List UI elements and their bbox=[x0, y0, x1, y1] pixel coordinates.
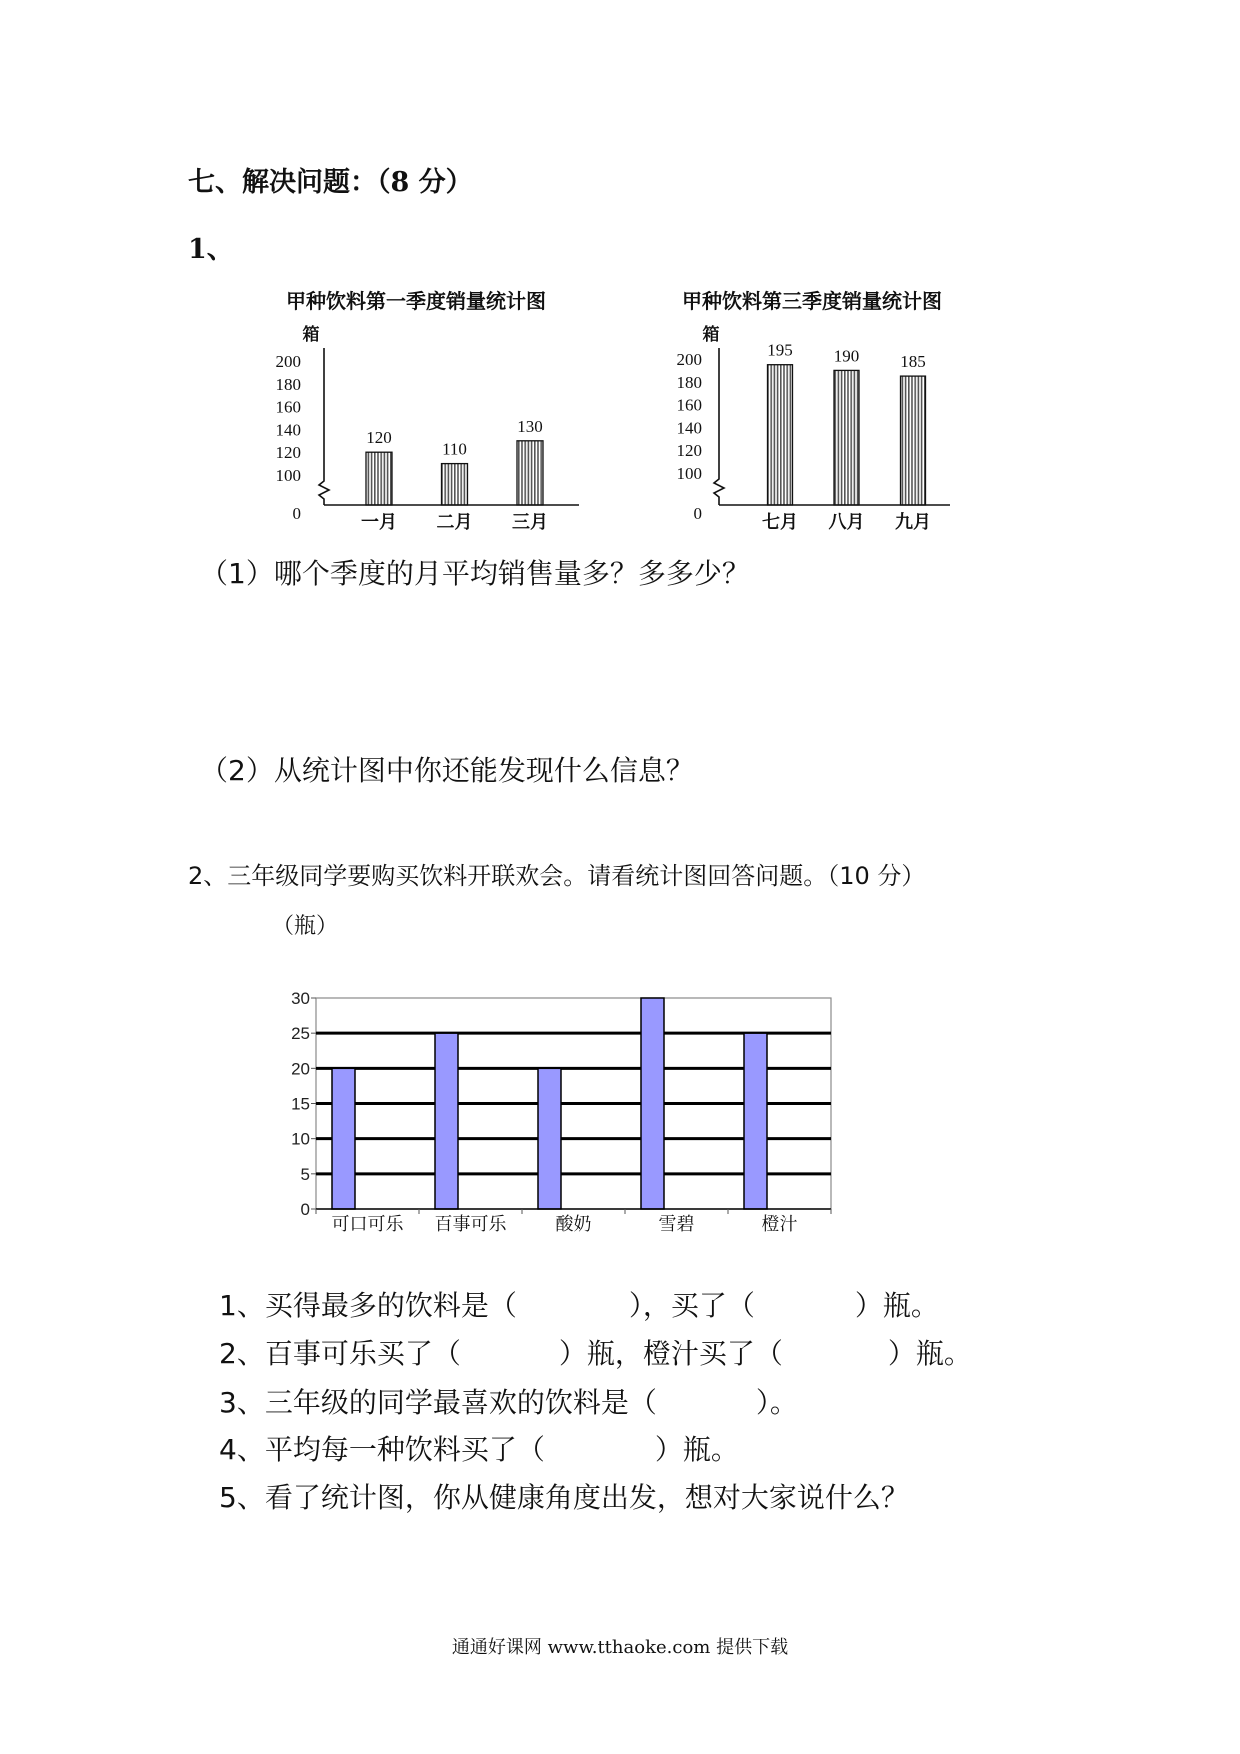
question-text: ）瓶。 bbox=[654, 1433, 739, 1466]
x-category-label: 一月 bbox=[361, 512, 397, 533]
y-tick-label: 100 bbox=[676, 464, 702, 483]
y-tick-label: 100 bbox=[275, 466, 301, 485]
y-tick-label: 120 bbox=[275, 443, 301, 463]
question-text: ），买了（ bbox=[628, 1289, 755, 1322]
y-axis-with-break bbox=[319, 348, 329, 505]
y-tick-label: 0 bbox=[292, 504, 301, 523]
plot-area bbox=[291, 989, 831, 1235]
drinks-chart-unit-label: （瓶） bbox=[272, 914, 339, 939]
answer-blank bbox=[545, 1437, 655, 1465]
section-heading: 七、解决问题：（8 分） bbox=[188, 167, 473, 198]
x-category-label: 三月 bbox=[512, 512, 548, 533]
question-1 bbox=[219, 1289, 939, 1323]
answer-blank bbox=[657, 1390, 756, 1418]
bar-value-label: 110 bbox=[442, 439, 467, 459]
question-2 bbox=[219, 1337, 972, 1371]
question-text: 4、平均每一种饮料买了（ bbox=[219, 1433, 545, 1466]
question-4 bbox=[219, 1433, 739, 1467]
y-tick-label: 180 bbox=[676, 372, 702, 392]
bar bbox=[538, 1068, 561, 1209]
y-tick-label: 5 bbox=[300, 1164, 310, 1184]
y-tick-label: 140 bbox=[676, 418, 702, 438]
question-text: 3、三年级的同学最喜欢的饮料是（ bbox=[219, 1386, 657, 1419]
sub-question-2: （2）从统计图中你还能发现什么信息？ bbox=[200, 754, 694, 787]
question-text: 1、买得最多的饮料是（ bbox=[219, 1289, 517, 1322]
y-tick-label: 15 bbox=[291, 1094, 310, 1114]
chart-title: 甲种饮料第三季度销量统计图 bbox=[682, 289, 942, 313]
question-text: 2、百事可乐买了（ bbox=[219, 1337, 461, 1370]
y-axis-unit-label: 箱 bbox=[702, 325, 720, 345]
bar bbox=[366, 452, 392, 505]
y-tick-label: 160 bbox=[275, 397, 301, 417]
question-text: ）瓶。 bbox=[887, 1337, 972, 1370]
bar-value-label: 195 bbox=[767, 340, 793, 360]
x-category-label: 九月 bbox=[895, 512, 931, 533]
problem-1-number: 1、 bbox=[188, 234, 234, 265]
first-quarter-sales-chart bbox=[230, 285, 590, 545]
answer-blank bbox=[783, 1341, 888, 1369]
question-text: ）。 bbox=[755, 1386, 798, 1419]
question-5 bbox=[219, 1481, 909, 1515]
bar-value-label: 185 bbox=[900, 352, 926, 372]
y-axis-unit-label: 箱 bbox=[302, 325, 320, 345]
answer-blank bbox=[517, 1293, 629, 1321]
y-tick-label: 0 bbox=[300, 1200, 310, 1219]
bar bbox=[901, 376, 926, 505]
bar bbox=[641, 998, 664, 1209]
bar bbox=[834, 370, 859, 505]
third-quarter-sales-chart bbox=[620, 285, 980, 545]
x-category-label: 百事可乐 bbox=[434, 1214, 507, 1235]
x-category-label: 酸奶 bbox=[555, 1214, 592, 1235]
x-category-label: 雪碧 bbox=[658, 1214, 695, 1235]
y-tick-label: 200 bbox=[275, 352, 301, 371]
bar-value-label: 130 bbox=[517, 416, 543, 436]
y-tick-label: 140 bbox=[275, 420, 301, 440]
bar bbox=[435, 1033, 458, 1209]
question-text: ）瓶。 bbox=[854, 1289, 939, 1322]
y-tick-label: 200 bbox=[676, 350, 702, 369]
bar bbox=[517, 441, 543, 505]
question-text: 5、看了统计图，你从健康角度出发，想对大家说什么？ bbox=[219, 1481, 909, 1514]
bar-value-label: 190 bbox=[833, 346, 860, 366]
y-tick-label: 25 bbox=[291, 1024, 310, 1044]
answer-blank bbox=[461, 1341, 559, 1369]
bar-value-label: 120 bbox=[366, 428, 392, 448]
bar bbox=[768, 365, 793, 505]
y-axis-with-break bbox=[714, 348, 724, 505]
problem-2-intro: 2、三年级同学要购买饮料开联欢会。请看统计图回答问题。（10 分） bbox=[188, 862, 926, 890]
x-category-label: 橙汁 bbox=[761, 1214, 798, 1235]
bar bbox=[332, 1068, 355, 1209]
drinks-purchase-chart bbox=[270, 985, 850, 1240]
bar bbox=[442, 464, 468, 505]
question-3 bbox=[219, 1386, 798, 1420]
plot-area bbox=[677, 341, 951, 533]
y-tick-label: 160 bbox=[676, 395, 702, 415]
y-tick-label: 10 bbox=[291, 1129, 310, 1149]
y-tick-label: 120 bbox=[676, 441, 702, 461]
chart-title: 甲种饮料第一季度销量统计图 bbox=[286, 289, 546, 313]
y-tick-label: 30 bbox=[291, 989, 310, 1008]
plot-area bbox=[276, 348, 580, 533]
x-category-label: 七月 bbox=[762, 512, 798, 533]
y-tick-label: 180 bbox=[275, 374, 301, 394]
bar bbox=[744, 1033, 767, 1209]
sub-question-1: （1）哪个季度的月平均销售量多？多多少？ bbox=[200, 557, 750, 590]
answer-blank bbox=[755, 1293, 855, 1321]
x-category-label: 八月 bbox=[828, 512, 865, 533]
x-category-label: 二月 bbox=[436, 512, 473, 533]
footer-credit: 通通好课网 www.tthaoke.com 提供下载 bbox=[451, 1637, 789, 1658]
y-tick-label: 0 bbox=[693, 504, 702, 523]
x-category-label: 可口可乐 bbox=[331, 1214, 404, 1235]
y-tick-label: 20 bbox=[291, 1059, 310, 1079]
question-text: ）瓶，橙汁买了（ bbox=[558, 1337, 783, 1370]
